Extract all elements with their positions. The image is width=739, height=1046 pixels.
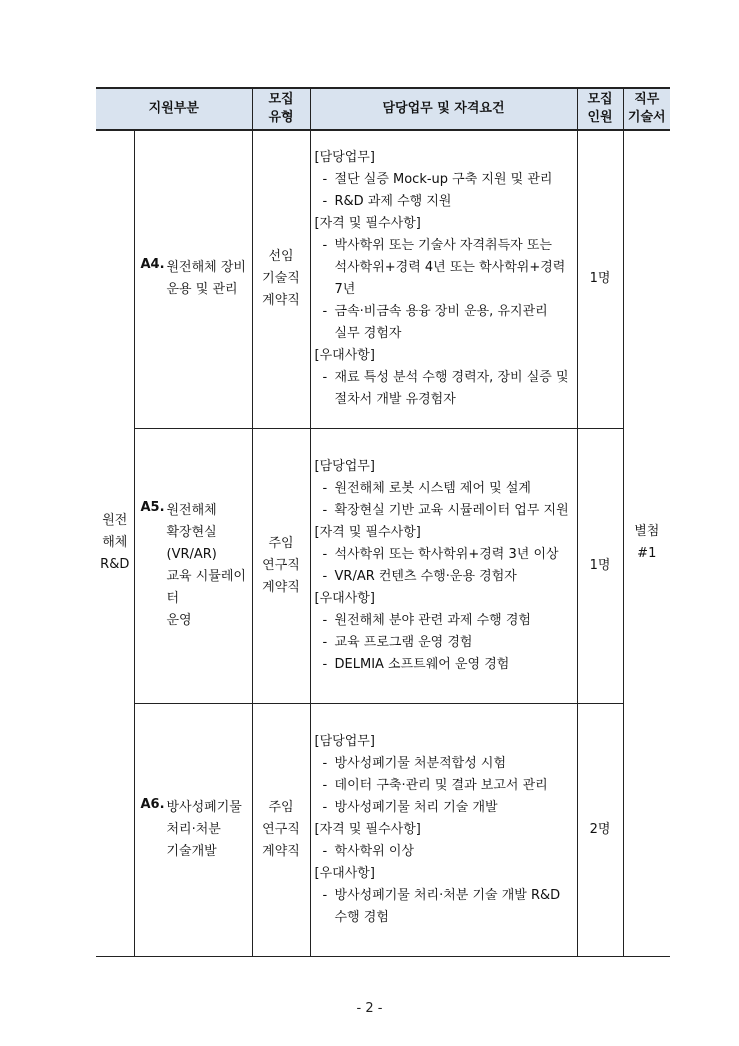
- bullet-dash: -: [322, 194, 328, 210]
- duty-item: - 방사성폐기물 처리 기술 개발: [315, 797, 577, 819]
- duty-item-continuation: 석사학위+경력 4년 또는 학사학위+경력 7년: [334, 260, 566, 298]
- duty-item: - 데이터 구축·관리 및 결과 보고서 관리: [315, 775, 577, 797]
- bullet-dash: -: [322, 799, 328, 815]
- duty-item: - VR/AR 컨텐츠 수행·운용 경험자: [315, 566, 577, 588]
- recruit-type-cell: [252, 428, 310, 703]
- duty-section-title: [우대사항]: [314, 348, 375, 364]
- recruit-type: 주임 연구직 계약직: [262, 535, 300, 595]
- recruit-type-cell: [252, 130, 310, 428]
- field-code: A5.: [140, 499, 165, 515]
- bullet-dash: -: [322, 304, 328, 320]
- bullet-dash: -: [322, 843, 328, 859]
- duty-item: - 박사학위 또는 기술사 자격취득자 또는: [315, 235, 577, 257]
- division-cell: [96, 130, 134, 956]
- field-cell: [134, 428, 252, 703]
- duty-item: - DELMIA 소프트웨어 운영 경험: [315, 654, 577, 676]
- field-cell: [134, 703, 252, 956]
- duty-item: - 교육 프로그램 운영 경험: [315, 632, 577, 654]
- recruit-type-cell: [252, 703, 310, 956]
- field-name: 원전해체 확장현실(VR/AR) 교육 시뮬레이터 운영: [166, 502, 246, 628]
- bullet-dash: -: [322, 612, 328, 628]
- header-job-desc-label: 직무 기술서: [627, 92, 666, 125]
- bullet-dash: -: [322, 887, 328, 903]
- duty-section-title: [자격 및 필수사항]: [314, 524, 421, 540]
- duty-item: - 학사학위 이상: [315, 841, 577, 863]
- duty-item-continuation: 실무 경험자: [334, 326, 402, 342]
- duty-item: - 원전해체 분야 관련 과제 수행 경험: [315, 610, 577, 632]
- field-code: A4.: [140, 257, 165, 273]
- duty-item: - 절단 실증 Mock-up 구축 지원 및 관리: [315, 169, 577, 191]
- recruitment-table: [96, 87, 670, 957]
- header-support-area-label: 지원부분: [148, 101, 199, 116]
- duty-item: - 방사성폐기물 처리·처분 기술 개발 R&D: [315, 885, 577, 907]
- duty-item: - 확장현실 기반 교육 시뮬레이터 업무 지원: [315, 500, 577, 522]
- table-row: [96, 130, 670, 428]
- bullet-dash: -: [322, 568, 328, 584]
- division-label: 원전 해체 R&D: [100, 513, 130, 573]
- headcount-cell: [577, 130, 623, 428]
- recruit-type: 주임 연구직 계약직: [262, 799, 300, 859]
- header-duties-label: 담당업무 및 자격요건: [382, 101, 505, 116]
- bullet-dash: -: [322, 480, 328, 496]
- job-desc-cell: [623, 130, 670, 956]
- headcount: 1명: [589, 557, 611, 573]
- headcount: 2명: [589, 821, 611, 837]
- duty-section-title: [담당업무]: [314, 150, 375, 166]
- duties-cell: [310, 703, 577, 956]
- header-job-desc: [623, 88, 670, 130]
- duty-section-title: [자격 및 필수사항]: [314, 821, 421, 837]
- headcount-cell: [577, 703, 623, 956]
- table-row: [96, 428, 670, 703]
- duty-item: - 방사성폐기물 처분적합성 시험: [315, 753, 577, 775]
- field-cell: [134, 130, 252, 428]
- duty-item: - R&D 과제 수행 지원: [315, 191, 577, 213]
- header-recruit-type-label: 모집 유형: [268, 92, 294, 125]
- bullet-dash: -: [322, 238, 328, 254]
- duty-section-title: [담당업무]: [314, 733, 375, 749]
- bullet-dash: -: [322, 755, 328, 771]
- job-desc-value: 별첨 #1: [634, 524, 660, 562]
- bullet-dash: -: [322, 172, 328, 188]
- duty-item-continuation: 절차서 개발 유경험자: [334, 392, 456, 408]
- recruit-type: 선임 기술직 계약직: [262, 249, 300, 309]
- duty-item: - 원전해체 로봇 시스템 제어 및 설계: [315, 478, 577, 500]
- duty-item: - 금속·비금속 용융 장비 운용, 유지관리: [315, 301, 577, 323]
- header-recruit-type: [252, 88, 310, 130]
- duty-item-continuation: 수행 경험: [334, 909, 389, 925]
- page-number: - 2 -: [356, 1001, 383, 1016]
- duty-item: - 석사학위 또는 학사학위+경력 3년 이상: [315, 544, 577, 566]
- field-name: 원전해체 장비 운용 및 관리: [166, 260, 246, 298]
- table-header-row: [96, 88, 670, 130]
- duty-section-title: [우대사항]: [314, 590, 375, 606]
- bullet-dash: -: [322, 502, 328, 518]
- header-support-area: [96, 88, 252, 130]
- bullet-dash: -: [322, 370, 328, 386]
- duty-section-title: [담당업무]: [314, 458, 375, 474]
- duty-section-title: [자격 및 필수사항]: [314, 216, 421, 232]
- duty-section-title: [우대사항]: [314, 865, 375, 881]
- headcount-cell: [577, 428, 623, 703]
- duties-cell: [310, 130, 577, 428]
- headcount: 1명: [589, 271, 611, 287]
- duties-cell: [310, 428, 577, 703]
- field-name: 방사성폐기물 처리·처분 기술개발: [166, 799, 242, 859]
- field-code: A6.: [140, 796, 165, 812]
- bullet-dash: -: [322, 634, 328, 650]
- header-headcount-label: 모집 인원: [587, 92, 613, 125]
- duty-item: - 재료 특성 분석 수행 경력자, 장비 실증 및: [315, 367, 577, 389]
- header-duties: [310, 88, 577, 130]
- header-headcount: [577, 88, 623, 130]
- table-row: [96, 703, 670, 956]
- bullet-dash: -: [322, 777, 328, 793]
- bullet-dash: -: [322, 546, 328, 562]
- bullet-dash: -: [322, 656, 328, 672]
